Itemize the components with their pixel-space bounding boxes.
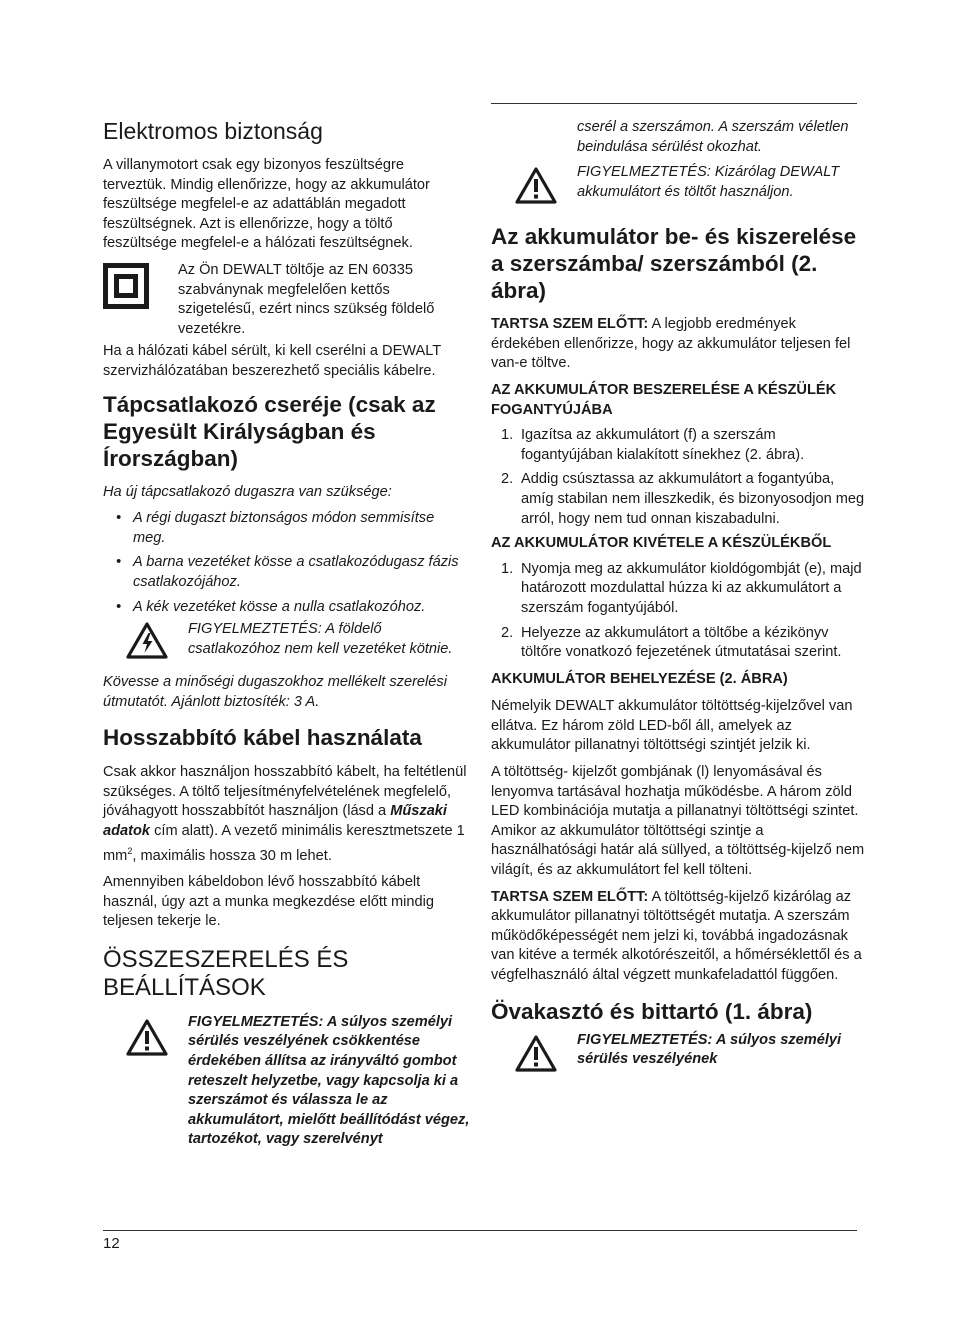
plug-bullet-list [103, 509, 470, 617]
warning-icon [491, 1031, 577, 1077]
install-steps [491, 426, 866, 529]
list-item: • A barna vezetéket kösse a csatlakozódugasz fázis csatlakozójához. [116, 554, 459, 590]
paragraph-gauge-1: Némelyik DEWALT akkumulátor töltöttség-kijelzővel van ellátva. Ez három zöld LED-ből áll, amelyek az akkumulátor pillanatnyi töltöttségi szintjét jelzik ki. [491, 698, 853, 754]
paragraph-extension-1: Csak akkor használjon hosszabbító kábelt, ha feltétlenül szükséges. A töltő teljesítményfelvételének megfelelő, jóváhagyott hosszabbítót használjon (lásd a Műszaki adatok cím alatt). A vezető minimális keresztmetszete 1 $mm^2$, maximális hossza 30 m lehet. [103, 764, 467, 864]
heading-insert: AKKUMULÁTOR BEHELYEZÉSE (2. ÁBRA) [491, 670, 788, 687]
paragraph-electrical: A villanymotort csak egy bizonyos feszültségre terveztük. Mindig ellenőrizze, hogy az akkumulátor feszültsége megfelel-e az adattáblán megadott feszültségnek. Azt is ellenőrizze, hogy a töltő feszültsége megfelel-e a hálózati feszültségnek. [103, 157, 430, 252]
warning-icon [103, 1013, 188, 1061]
heading-electrical-safety: Elektromos biztonság [103, 118, 323, 144]
list-item: 1. Igazítsa az akkumulátort (f) a szerszám fogantyújában kialakított sínekhez (2. ábra). [501, 427, 805, 463]
assembly-warning-text: FIGYELMEZTETÉS: A súlyos személyi sérülés veszélyének csökkentése érdekében állítsa az irányváltó gombot reteszelt helyzetbe, vagy kapcsolja ki a szerszámot és válassza le az akkumulátort, mielőtt beállítódást végez, tartozékot, vagy szerelvényt [188, 1013, 470, 1148]
battery-only-warning-text: FIGYELMEZTETÉS: Kizárólag DEWALT akkumulátort és töltőt használjon. [577, 164, 840, 200]
heading-assembly: ÖSSZESZERELÉS ÉS BEÁLLÍTÁSOK [103, 945, 349, 1001]
heading-belt-hook: Övakasztó és bittartó (1. ábra) [491, 998, 813, 1024]
remove-steps [491, 560, 866, 663]
left-column [103, 118, 470, 1150]
belt-hook-warning [491, 1031, 866, 1077]
paragraph-plug-intro: Ha új tápcsatlakozó dugaszra van szüksége: [103, 483, 392, 500]
heading-install: AZ AKKUMULÁTOR BESZERELÉSE A KÉSZÜLÉK FOGANTYÚJÁBA [491, 381, 837, 418]
paragraph-gauge-2: A töltöttség- kijelzőt gombjának (l) lenyomásával és lenyomva tartásával hozhatja működésbe. A három zöld LED kombinációja mutatja a pillanatnyi töltöttségi szintet. Amikor az akkumulátor töltöttségi szintje a használhatósági határ alá süllyed, a töltöttség-kijelző nem világít, és az akkumulátort fel kell tölteni. [491, 764, 865, 879]
double-insulation-notice [103, 261, 470, 339]
earth-warning-text: FIGYELMEZTETÉS: A földelő csatlakozóhoz nem kell vezetéket kötnie. [188, 621, 453, 657]
list-item: • A kék vezetéket kösse a nulla csatlakozóhoz. [116, 598, 426, 615]
electric-hazard-icon [103, 620, 188, 664]
bottom-rule [103, 1230, 857, 1231]
heading-battery-install-remove: Az akkumulátor be- és kiszerelése a szerszámba/ szerszámból (2. ábra) [491, 224, 857, 304]
heading-extension-cable: Hosszabbító kábel használata [103, 725, 422, 751]
warning-icon [491, 163, 577, 209]
assembly-warning [103, 1013, 470, 1150]
list-item: 1. Nyomja meg az akkumulátor kioldógombját (e), majd határozott mozdulattal húzza ki az akkumulátort a szerszám fogantyújából. [501, 560, 862, 616]
belt-hook-warning-text: FIGYELMEZTETÉS: A súlyos személyi sérülés veszélyének [577, 1031, 842, 1068]
list-item: 2. Addig csúsztassa az akkumulátort a fogantyúba, amíg stabilan nem illeszkedik, és bizonyosodjon meg arról, hogy nem tud onnan kiszabadulni. [501, 471, 865, 527]
page-number: 12 [103, 1235, 120, 1252]
right-column [491, 118, 866, 1077]
paragraph-keep-in-mind-2: TARTSA SZEM ELŐTT: A töltöttség-kijelző kizárólag az akkumulátor pillanatnyi töltöttségét mutatja. A szerszám működőképességét nem jelzi ki, továbbá ingadozásnak van kitéve a termék alkotórészeitől, a hőmérséklettől és a végfelhasználó által végzett munkafeladattól függően. [491, 888, 862, 983]
heading-plug-replacement: Tápcsatlakozó cseréje (csak az Egyesült Királyságban és Írországban) [103, 391, 436, 471]
double-insulation-icon [103, 261, 178, 314]
paragraph-cable: Ha a hálózati kábel sérült, ki kell cserélni a DEWALT szervizhálózatában beszerezhető speciális kábelre. [103, 343, 441, 379]
paragraph-extension-2: Amennyiben kábeldobon lévő hosszabbító kábelt használ, úgy azt a munka megkezdése előtt mindig teljesen tekerje le. [103, 874, 434, 930]
paragraph-keep-in-mind: TARTSA SZEM ELŐTT: A legjobb eredmények érdekében ellenőrizze, hogy az akkumulátor teljesen fel van-e töltve. [491, 316, 851, 372]
list-item: • A régi dugaszt biztonságos módon semmisítse meg. [116, 510, 435, 546]
list-item: 2. Helyezze az akkumulátort a töltőbe a kézikönyv töltőre vonatkozó fejezetének útmutatásai szerint. [501, 624, 842, 661]
battery-only-warning [491, 163, 866, 209]
top-rule [491, 103, 857, 104]
continued-warning-text: cserél a szerszámon. A szerszám véletlen beindulása sérülést okozhat. [577, 119, 849, 155]
double-insulation-text: Az Ön DEWALT töltője az EN 60335 szabványnak megfelelően kettős szigetelésű, ezért nincs szükség földelő vezetékre. [178, 261, 435, 337]
earth-warning [103, 620, 470, 664]
heading-remove: AZ AKKUMULÁTOR KIVÉTELE A KÉSZÜLÉKBŐL [491, 535, 832, 552]
paragraph-plug-follow: Kövesse a minőségi dugaszokhoz mellékelt szerelési útmutatót. Ajánlott biztosíték: 3 A. [103, 674, 447, 710]
